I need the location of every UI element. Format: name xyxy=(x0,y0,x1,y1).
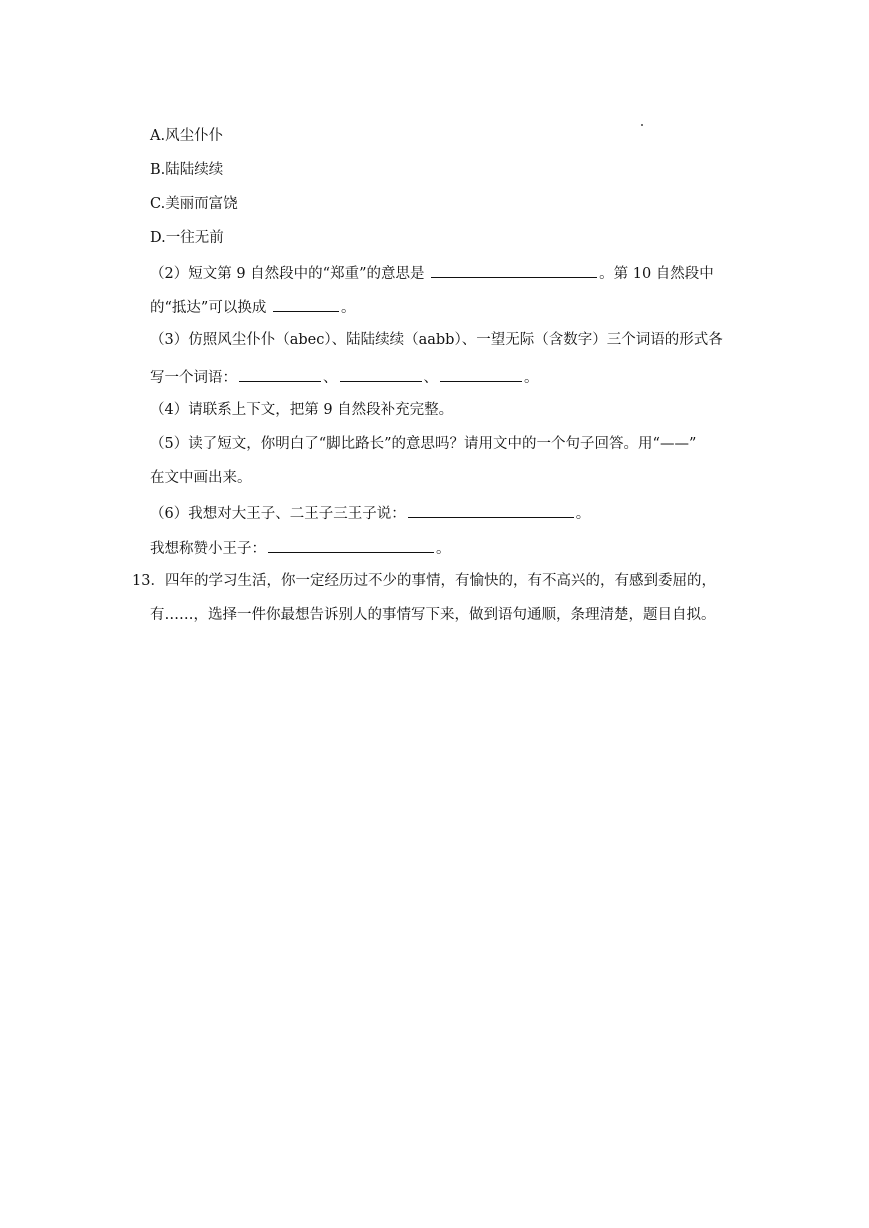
question-3-line-2 xyxy=(150,366,539,388)
option-text: 一往无前 xyxy=(165,230,224,246)
answer-blank-dida[interactable] xyxy=(273,296,339,312)
separator: 、 xyxy=(323,370,338,386)
question-2-line-1 xyxy=(150,262,714,284)
question-2-text-continued: 。第 10 自然段中 xyxy=(599,266,714,282)
option-text: 美丽而富饶 xyxy=(165,196,238,212)
option-text: 陆陆续续 xyxy=(165,162,224,178)
answer-blank-praise-prince[interactable] xyxy=(268,537,434,553)
question-13-line-2 xyxy=(150,605,716,625)
question-2-text: （2）短文第 9 自然段中的“郑重”的意思是 xyxy=(150,266,425,282)
answer-blank-word-3[interactable] xyxy=(440,366,522,382)
question-6-prefix: 我想称赞小王子： xyxy=(150,541,266,557)
question-5-line-2 xyxy=(150,468,252,488)
option-letter: C. xyxy=(150,196,166,212)
answer-blank-to-princes[interactable] xyxy=(408,502,574,518)
punctuation: 。 xyxy=(340,300,356,316)
option-a xyxy=(150,126,223,146)
option-text: 风尘仆仆 xyxy=(165,128,224,144)
question-2-line-2 xyxy=(150,296,355,318)
question-13-text-continued: 有……，选择一件你最想告诉别人的事情写下来，做到语句通顺，条理清楚，题目自拟。 xyxy=(150,607,716,623)
answer-blank-word-1[interactable] xyxy=(239,366,321,382)
question-4-text: （4）请联系上下文，把第 9 自然段补充完整。 xyxy=(150,402,454,418)
question-13-text: 四年的学习生活，你一定经历过不少的事情，有愉快的，有不高兴的，有感到委屈的， xyxy=(164,573,716,589)
question-3-text: （3）仿照风尘仆仆（abec）、陆陆续续（aabb）、一望无际（含数字）三个词语的形式各 xyxy=(150,332,723,348)
question-4 xyxy=(150,400,453,420)
question-3-line-1 xyxy=(150,330,723,350)
speck-mark xyxy=(641,124,643,126)
question-5-text: （5）读了短文，你明白了“脚比路长”的意思吗？请用文中的一个句子回答。用“——” xyxy=(150,436,697,452)
punctuation: 。 xyxy=(436,541,451,557)
question-5-line-1 xyxy=(150,434,696,454)
option-letter: A. xyxy=(150,128,166,144)
punctuation: 。 xyxy=(524,370,539,386)
question-5-text-continued: 在文中画出来。 xyxy=(150,470,252,486)
question-6-line-1 xyxy=(150,502,590,524)
punctuation: 。 xyxy=(575,506,591,522)
question-6-line-2 xyxy=(150,537,451,559)
question-3-prefix: 写一个词语： xyxy=(150,370,237,386)
question-13-line-1 xyxy=(132,571,716,591)
answer-blank-zhengzhong[interactable] xyxy=(431,262,597,278)
question-2-text: 的“抵达”可以换成 xyxy=(150,300,267,316)
option-b xyxy=(150,160,223,180)
question-6-prefix: （6）我想对大王子、二王子三王子说： xyxy=(150,506,406,522)
option-c xyxy=(150,194,238,214)
answer-blank-word-2[interactable] xyxy=(340,366,422,382)
option-letter: D. xyxy=(150,230,166,246)
separator: 、 xyxy=(423,370,438,386)
option-letter: B. xyxy=(150,162,166,178)
option-d xyxy=(150,228,224,248)
question-number: 13． xyxy=(132,573,165,589)
